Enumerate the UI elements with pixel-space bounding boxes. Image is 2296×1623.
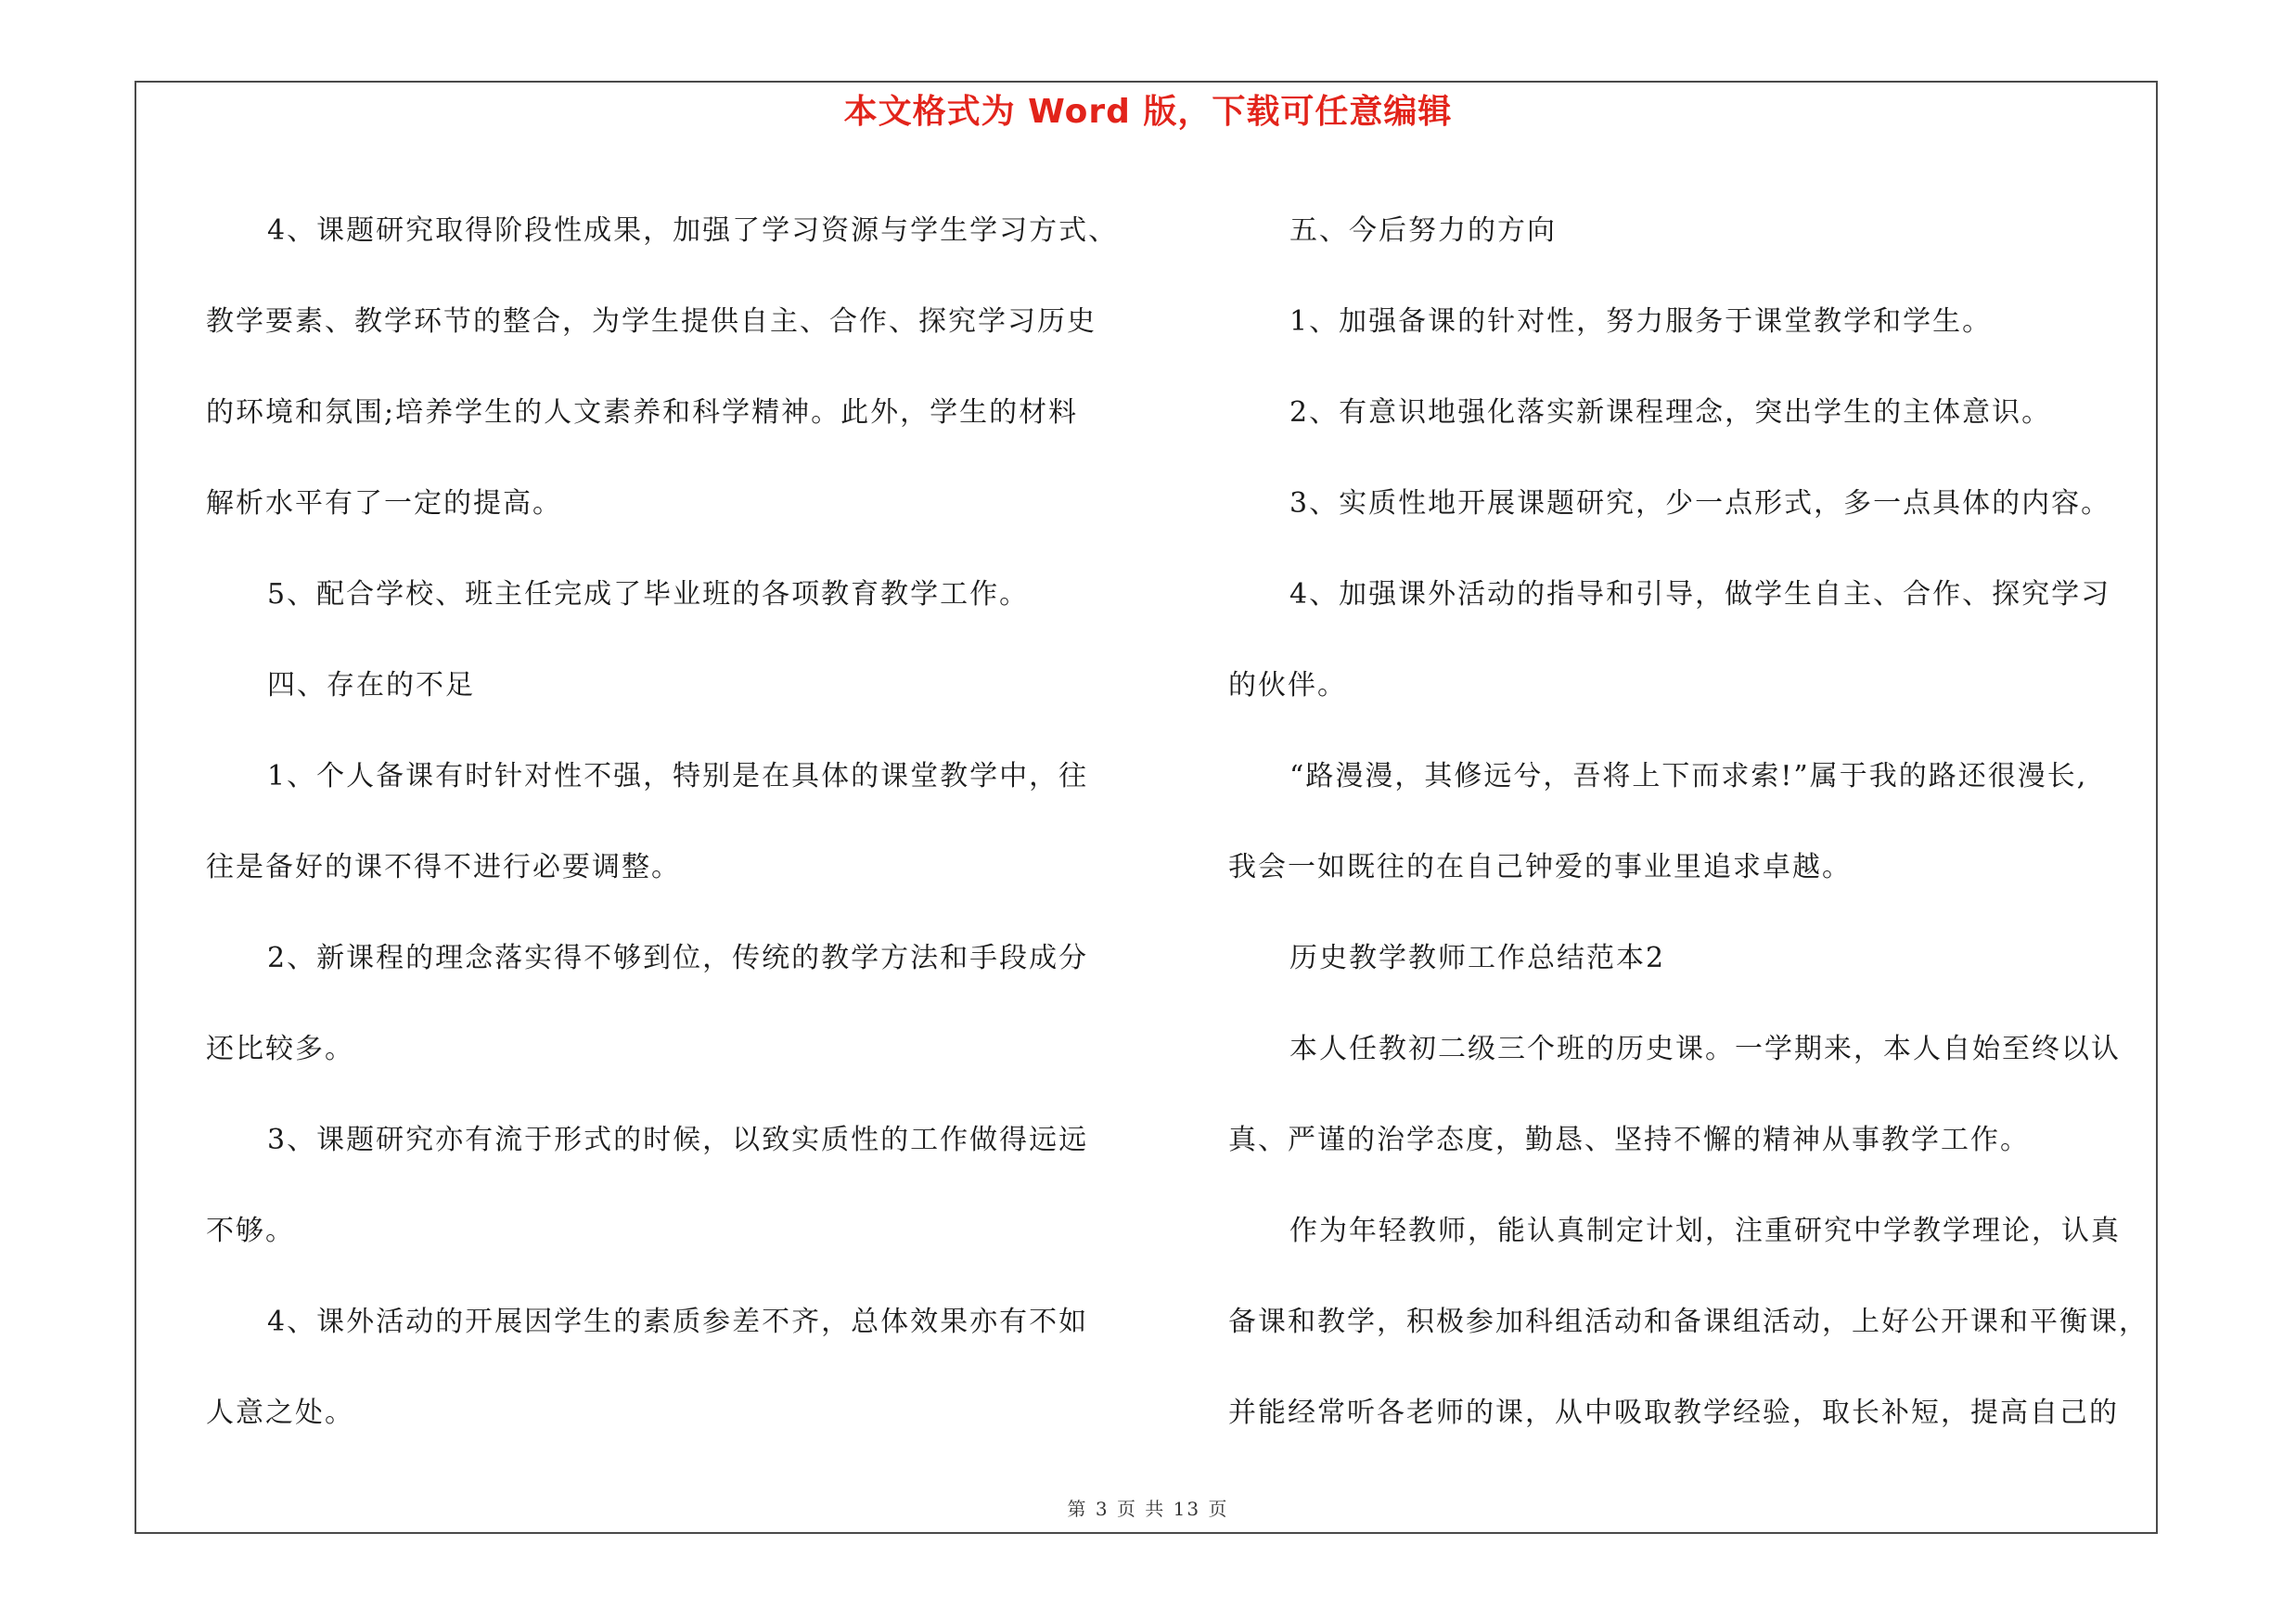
text-line: 备课和教学，积极参加科组活动和备课组活动，上好公开课和平衡课， [1228,1306,2148,1338]
watermark-banner: 本文格式为 Word 版，下载可任意编辑 [843,93,1453,131]
text-line: 并能经常听各老师的课，从中吸取教学经验，取长补短，提高自己的 [1228,1397,2119,1429]
quote-line: “路漫漫，其修远兮，吾将上下而求索!”属于我的路还很漫长, [1289,760,2088,792]
text-line: 真、严谨的治学态度，勤恳、坚持不懈的精神从事教学工作。 [1228,1124,2030,1156]
text-line: 3、课题研究亦有流于形式的时候，以致实质性的工作做得远远 [267,1124,1089,1156]
text-line: 1、加强备课的针对性，努力服务于课堂教学和学生。 [1289,305,1993,338]
text-line: 3、实质性地开展课题研究，少一点形式，多一点具体的内容。 [1289,487,2111,520]
text-line: 往是备好的课不得不进行必要调整。 [206,851,681,883]
text-line: 4、课题研究取得阶段性成果，加强了学习资源与学生学习方式、 [267,214,1119,247]
section-heading: 五、今后努力的方向 [1289,214,1557,247]
text-line: 的环境和氛围;培养学生的人文素养和科学精神。此外，学生的材料 [206,396,1079,429]
text-line: 我会一如既往的在自己钟爱的事业里追求卓越。 [1228,851,1852,883]
right-column [1228,186,2156,1459]
text-line: 不够。 [206,1215,295,1247]
text-line: 1、个人备课有时针对性不强，特别是在具体的课堂教学中，往 [267,760,1089,792]
section-heading: 历史教学教师工作总结范本2 [1289,942,1666,974]
text-line: 作为年轻教师，能认真制定计划，注重研究中学教学理论，认真 [1289,1215,2121,1247]
text-line: 5、配合学校、班主任完成了毕业班的各项教育教学工作。 [267,578,1030,611]
text-line: 的伙伴。 [1228,669,1347,702]
text-line: 4、加强课外活动的指导和引导，做学生自主、合作、探究学习 [1289,578,2111,611]
text-line: 教学要素、教学环节的整合，为学生提供自主、合作、探究学习历史 [206,305,1097,338]
text-line: 解析水平有了一定的提高。 [206,487,562,520]
page-number: 第 3 页 共 13 页 [1067,1498,1229,1520]
text-line: 4、课外活动的开展因学生的素质参差不齐，总体效果亦有不如 [267,1306,1089,1338]
text-line: 人意之处。 [206,1397,354,1429]
text-line: 2、有意识地强化落实新课程理念，突出学生的主体意识。 [1289,396,2052,429]
text-line: 还比较多。 [206,1033,354,1065]
left-column [206,186,1189,1459]
text-line: 2、新课程的理念落实得不够到位，传统的教学方法和手段成分 [267,942,1089,974]
text-line: 本人任教初二级三个班的历史课。一学期来，本人自始至终以认 [1289,1033,2121,1065]
section-heading: 四、存在的不足 [267,669,475,702]
